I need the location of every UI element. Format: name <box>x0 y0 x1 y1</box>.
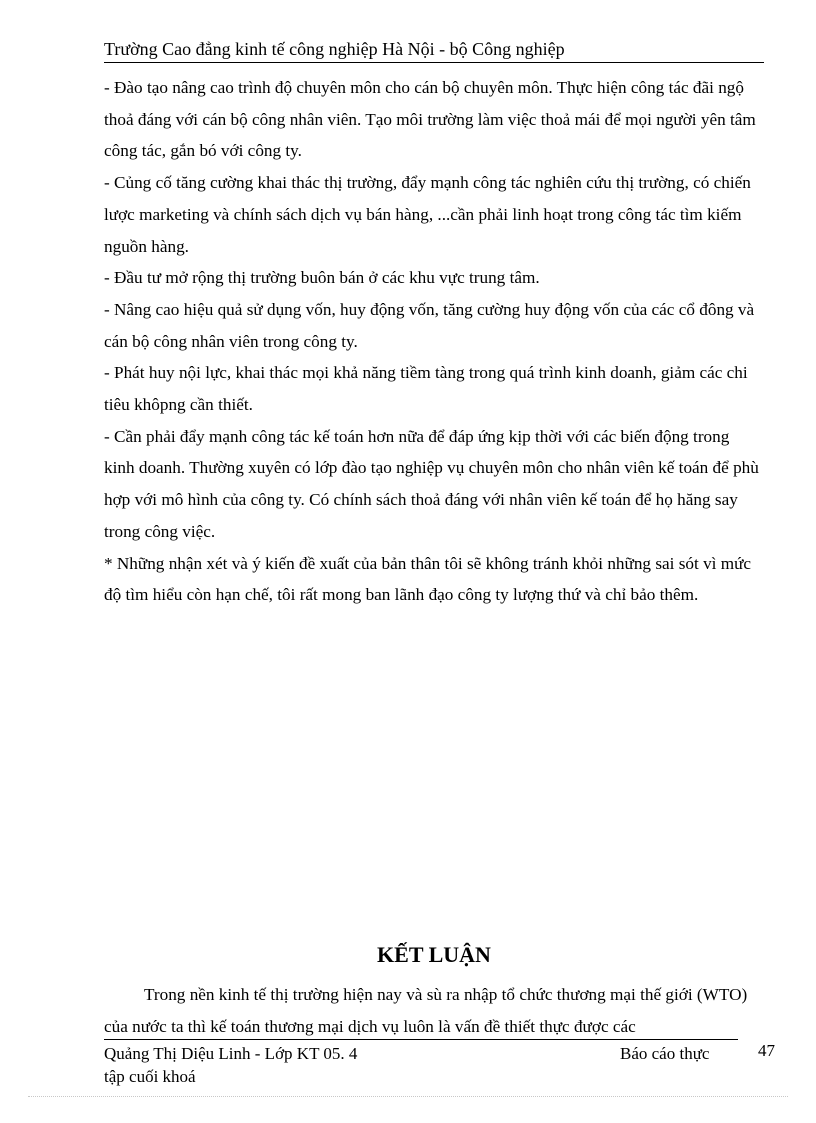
paragraph-closing-note: * Những nhận xét và ý kiến đề xuất của bản thân tôi sẽ không tránh khỏi những sai sót vì mức độ tìm hiểu còn hạn chế, tôi rất mong ban lãnh đạo công ty lượng thứ và chỉ bảo thêm. <box>104 553 752 605</box>
page-header-title: Trường Cao đẳng kinh tế công nghiệp Hà Nội - bộ Công nghiệp <box>104 39 565 59</box>
footer-author-class: Quảng Thị Diệu Linh - Lớp KT 05. 4 <box>104 1044 358 1063</box>
conclusion-heading: KẾT LUẬN <box>377 942 491 967</box>
footer-divider <box>104 1039 738 1040</box>
paragraph-internal-resources: - Phát huy nội lực, khai thác mọi khả năng tiềm tàng trong quá trình kinh doanh, giảm các chi tiêu khôpng cần thiết. <box>104 363 748 415</box>
paragraph-accounting: - Cần phải đẩy mạnh công tác kế toán hơn nữa để đáp ứng kịp thời với các biến động trong kinh doanh. Thường xuyên có lớp đào tạo nghiệp vụ chuyên môn cho nhân viên kế toán để phù hợp với mô hình của công ty. Có chính sách thoả đáng với nhân viên kế toán để họ hăng say trong công việc. <box>104 426 759 541</box>
body-text <box>104 72 764 611</box>
paragraph-investment: - Đầu tư mở rộng thị trường buôn bán ở các khu vực trung tâm. <box>104 268 540 288</box>
paragraph-capital: - Nâng cao hiệu quả sử dụng vốn, huy động vốn, tăng cường huy động vốn của các cổ đông và cán bộ công nhân viên trong công ty. <box>104 299 755 351</box>
footer-report-label-cont: tập cuối khoá <box>104 1067 196 1086</box>
paragraph-market-expansion: - Củng cố tăng cường khai thác thị trường, đẩy mạnh công tác nghiên cứu thị trường, có chiến lược marketing và chính sách dịch vụ bán hàng, ...cần phải linh hoạt trong công tác tìm kiếm nguồn hàng. <box>104 173 751 256</box>
page-bottom-border <box>28 1096 788 1097</box>
header-divider <box>104 62 764 63</box>
conclusion-paragraph: Trong nền kinh tế thị trường hiện nay và sù ra nhập tổ chức thương mại thế giới (WTO) của nước ta thì kế toán thương mại dịch vụ luôn là vấn đề thiết thực được các <box>104 985 748 1036</box>
paragraph-staff-training: - Đào tạo nâng cao trình độ chuyên môn cho cán bộ chuyên môn. Thực hiện công tác đãi ngộ thoả đáng với cán bộ công nhân viên. Tạo môi trường làm việc thoả mái để mọi người yên tâm công tác, gắn bó với công ty. <box>104 78 756 161</box>
page-number: 47 <box>758 1041 775 1060</box>
footer-report-label: Báo cáo thực <box>620 1044 710 1063</box>
